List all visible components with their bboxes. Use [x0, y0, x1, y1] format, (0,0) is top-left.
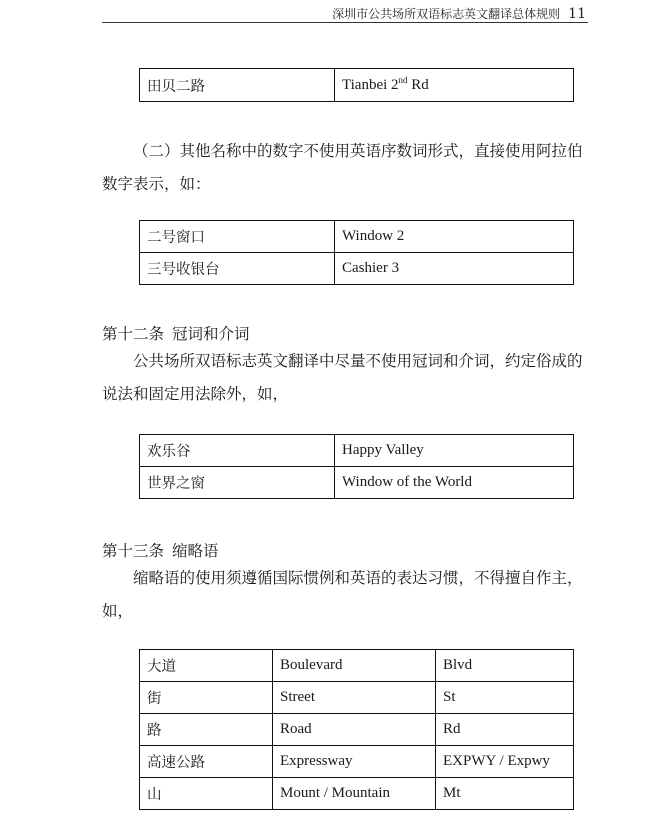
page-number: 11 — [568, 6, 586, 22]
cell-abbr: EXPWY / Expwy — [436, 746, 574, 778]
table-row — [140, 69, 574, 102]
cell-zh: 二号窗口 — [140, 221, 335, 253]
cell-abbr: Rd — [436, 714, 574, 746]
section-title: 冠词和介词 — [172, 325, 250, 343]
cell-zh: 田贝二路 — [140, 69, 335, 102]
running-header — [332, 5, 586, 22]
cell-en: Cashier 3 — [335, 253, 574, 285]
table-row — [140, 253, 574, 285]
section-heading-12 — [102, 322, 250, 344]
example-table-articles — [139, 434, 574, 499]
example-table-ordinal — [139, 68, 574, 102]
table-row — [140, 650, 574, 682]
cell-zh: 欢乐谷 — [140, 435, 335, 467]
cell-full: Expressway — [273, 746, 436, 778]
cell-zh: 路 — [140, 714, 273, 746]
header-title: 深圳市公共场所双语标志英文翻译总体规则 — [332, 7, 561, 21]
cell-en-base: Tianbei 2 — [342, 76, 399, 93]
cell-en: Window of the World — [335, 467, 574, 499]
cell-full: Street — [273, 682, 436, 714]
cell-zh: 山 — [140, 778, 273, 810]
cell-en-tail: Rd — [407, 76, 429, 93]
cell-en: Happy Valley — [335, 435, 574, 467]
cell-zh: 大道 — [140, 650, 273, 682]
section-number: 第十三条 — [102, 542, 165, 560]
cell-abbr: St — [436, 682, 574, 714]
cell-abbr: Blvd — [436, 650, 574, 682]
header-rule — [102, 22, 588, 23]
table-row — [140, 682, 574, 714]
table-row — [140, 746, 574, 778]
cell-full: Boulevard — [273, 650, 436, 682]
cell-zh: 世界之窗 — [140, 467, 335, 499]
example-table-numbers — [139, 220, 574, 285]
section-body-12: 公共场所双语标志英文翻译中尽量不使用冠词和介词，约定俗成的说法和固定用法除外，如， — [102, 352, 583, 403]
cell-en: Window 2 — [335, 221, 574, 253]
section-heading-13 — [102, 539, 219, 561]
table-row — [140, 435, 574, 467]
table-row — [140, 467, 574, 499]
table-row — [140, 778, 574, 810]
cell-abbr: Mt — [436, 778, 574, 810]
cell-full: Mount / Mountain — [273, 778, 436, 810]
section-number: 第十二条 — [102, 325, 165, 343]
table-row — [140, 221, 574, 253]
cell-zh: 三号收银台 — [140, 253, 335, 285]
cell-zh: 高速公路 — [140, 746, 273, 778]
cell-zh: 街 — [140, 682, 273, 714]
paragraph-numbers: （二）其他名称中的数字不使用英语序数词形式，直接使用阿拉伯数字表示，如： — [102, 142, 583, 193]
ordinal-suffix: nd — [398, 74, 408, 85]
table-row — [140, 714, 574, 746]
section-body-13: 缩略语的使用须遵循国际惯例和英语的表达习惯，不得擅自作主，如， — [102, 569, 583, 620]
section-title: 缩略语 — [172, 542, 219, 560]
cell-full: Road — [273, 714, 436, 746]
example-table-abbreviations — [139, 649, 574, 810]
cell-en — [335, 69, 574, 102]
